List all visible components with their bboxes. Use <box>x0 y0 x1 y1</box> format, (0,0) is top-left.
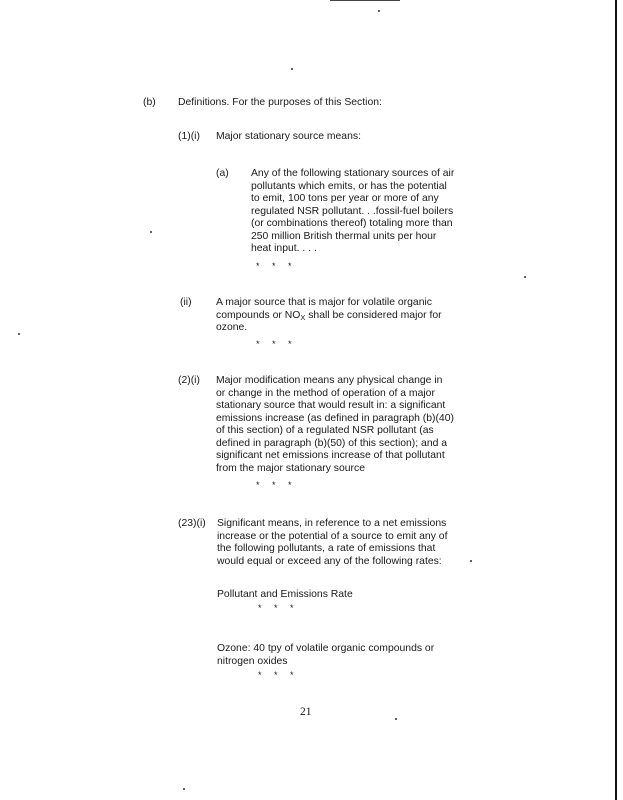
item-23i-line: increase or the potential of a source to emit any of <box>217 530 448 542</box>
scan-speck <box>378 10 380 12</box>
section-intro: For the purposes of this Section: <box>232 97 382 108</box>
scan-speck <box>291 68 293 70</box>
item-2i-line: from the major stationary source <box>216 462 365 474</box>
item-2i-line: or change in the method of operation of a major <box>216 387 435 399</box>
item-1a-line: to emit, 100 tons per year or more of any <box>251 193 439 204</box>
ellipsis-stars: * * * <box>256 339 297 349</box>
section-heading-line <box>178 97 382 109</box>
ellipsis-stars: * * * <box>258 670 299 680</box>
item-ii-line <box>216 310 442 324</box>
item-23i-line: the following pollutants, a rate of emissions that <box>217 543 436 554</box>
item-2i-line: of this section) of a regulated NSR pollutant (as <box>216 425 434 436</box>
item-1a-line: heat input. . . . <box>251 243 317 254</box>
item-1a-line: 250 million British thermal units per hour <box>251 230 437 242</box>
ozone-rate-line: Ozone: 40 tpy of volatile organic compounds or <box>217 643 435 654</box>
item-23i-label: (23)(i) <box>178 518 206 529</box>
item-1a-line: regulated NSR pollutant. . .fossil-fuel boilers <box>251 205 454 217</box>
section-label: (b) <box>143 97 156 108</box>
scan-edge-right <box>615 0 617 800</box>
ozone-rate-line: nitrogen oxides <box>217 655 288 667</box>
item-2i-line: emissions increase (as defined in paragraph (b)(40) <box>216 412 454 424</box>
pollutant-table-heading: Pollutant and Emissions Rate <box>217 589 353 600</box>
item-2i-label: (2)(i) <box>178 375 200 386</box>
scan-speck <box>395 718 397 720</box>
item-23i-line: would equal or exceed any of the following rates: <box>217 555 442 567</box>
item-1a-line: Any of the following stationary sources of air <box>251 168 455 179</box>
scan-speck <box>183 788 185 790</box>
ellipsis-stars: * * * <box>256 480 297 490</box>
item-ii-text-a: compounds or NO <box>216 309 301 321</box>
item-ii-line: ozone. <box>216 322 248 333</box>
item-1i-text: Major stationary source means: <box>216 131 361 142</box>
item-ii-text-b: shall be considered major for <box>305 309 442 321</box>
section-heading: Definitions. <box>178 97 230 108</box>
item-ii-subscript: X <box>300 312 306 322</box>
scan-edge-top <box>330 0 400 1</box>
item-23i-line: Significant means, in reference to a net emissions <box>217 518 447 529</box>
item-ii-line: A major source that is major for volatile organic <box>216 297 432 308</box>
scan-speck <box>470 560 472 562</box>
item-2i-line: significant net emissions increase of that pollutant <box>216 450 445 461</box>
scan-speck <box>150 231 152 233</box>
item-2i-line: Major modification means any physical change in <box>216 375 443 386</box>
item-1a-label: (a) <box>216 168 229 179</box>
ellipsis-stars: * * * <box>258 603 299 613</box>
page-number: 21 <box>300 706 312 718</box>
scan-speck <box>524 276 526 278</box>
item-ii-label: (ii) <box>180 297 192 308</box>
item-1a-line: (or combinations thereof) totaling more than <box>251 218 453 229</box>
item-1a-line: pollutants which emits, or has the potential <box>251 180 447 192</box>
ellipsis-stars: * * * <box>256 261 297 271</box>
item-1i-label: (1)(i) <box>178 131 200 142</box>
item-2i-line: defined in paragraph (b)(50) of this section); and a <box>216 437 448 449</box>
item-2i-line: stationary source that would result in: a significant <box>216 400 446 411</box>
scan-speck <box>18 333 20 335</box>
